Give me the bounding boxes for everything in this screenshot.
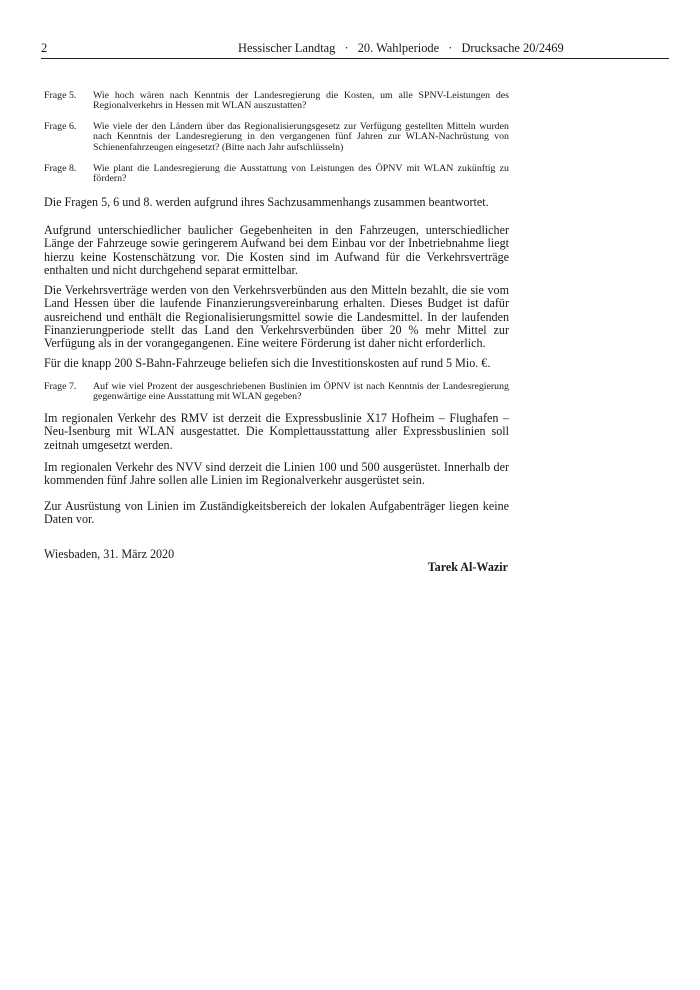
header-period: 20. Wahlperiode (357, 41, 440, 55)
question-text: Wie plant die Landesregierung die Ausstattung von Leistungen des ÖPNV mit WLAN zukünftig zu fördern? (93, 163, 509, 185)
question-8 (44, 164, 509, 185)
page-number: 2 (41, 41, 48, 55)
question-7 (44, 382, 509, 403)
question-text: Auf wie viel Prozent der ausgeschriebenen Buslinien im ÖPNV ist nach Kenntnis der Landesregierung gegenwärtige eine Ausstattung mit WLAN gegeben? (93, 381, 509, 403)
place-and-date: Wiesbaden, 31. März 2020 (44, 547, 175, 561)
running-header (238, 41, 564, 56)
header-separator: · (344, 41, 349, 55)
answer-paragraph: Die Fragen 5, 6 und 8. werden aufgrund ihres Sachzusammenhangs zusammen beantwortet. (44, 195, 489, 209)
question-label: Frage 5. (44, 90, 77, 101)
question-label: Frage 8. (44, 163, 77, 174)
question-5 (44, 91, 509, 112)
question-label: Frage 7. (44, 381, 77, 392)
page-header (41, 38, 669, 59)
answer-paragraph: Im regionalen Verkehr des RMV ist derzeit die Expressbuslinie X17 Hofheim – Flughafen – Neu-Isenburg mit WLAN ausgestattet. Die Komplettausstattung aller Expressbuslinien soll zeitnah umgesetzt werden. (44, 411, 509, 452)
header-separator: · (448, 41, 453, 55)
answer-paragraph: Für die knapp 200 S-Bahn-Fahrzeuge beliefen sich die Investitionskosten auf rund 5 Mio. €. (44, 356, 491, 370)
answer-paragraph: Aufgrund unterschiedlicher baulicher Gegebenheiten in den Fahrzeugen, unterschiedlicher Länge der Fahrzeuge sowie geringerem Aufwand bei dem Einbau vor der Inbetriebnahme liegt hierzu keine Kostenschätzung vor. Die Kosten sind im Aufwand für die Verkehrsverträge enthalten und nicht durchgehend separat ermittelbar. (44, 223, 509, 277)
answer-paragraph: Zur Ausrüstung von Linien im Zuständigkeitsbereich der lokalen Aufgabenträger liegen keine Daten vor. (44, 499, 509, 527)
question-text: Wie viele der den Ländern über das Regionalisierungsgesetz zur Verfügung gestellten Mitteln wurden nach Kenntnis der Landesregierung in den vergangenen fünf Jahren zur WLAN-Nachrüstung von Schienenfahrzeugen eingesetzt? (Bitte nach Jahr aufschlüsseln) (93, 121, 509, 153)
header-publisher: Hessischer Landtag (238, 41, 336, 55)
question-6 (44, 122, 509, 153)
answer-paragraph: Im regionalen Verkehr des NVV sind derzeit die Linien 100 und 500 ausgerüstet. Innerhalb der kommenden fünf Jahre sollen alle Linien im Regionalverkehr ausgerüstet sein. (44, 460, 509, 488)
answer-paragraph: Die Verkehrsverträge werden von den Verkehrsverbünden aus den Mitteln bezahlt, die sie vom Land Hessen über die laufende Finanzierungsvereinbarung erhalten. Dieses Budget ist dafür ausreichend und enthält die Regionalisierungsmittel sowie die Landesmittel. In der laufenden Finanzierungperiode stellt das Land den Verkehrsverbünden über 20 % mehr Mittel zur Verfügung als in der vorangegangenen. Eine weitere Förderung ist daher nicht erforderlich. (44, 283, 509, 351)
signature-name: Tarek Al-Wazir (427, 560, 508, 574)
header-document-number: Drucksache 20/2469 (461, 41, 564, 55)
question-text: Wie hoch wären nach Kenntnis der Landesregierung die Kosten, um alle SPNV-Leistungen des Regionalverkehrs in Hessen mit WLAN auszustatten? (93, 90, 509, 112)
question-label: Frage 6. (44, 121, 77, 132)
